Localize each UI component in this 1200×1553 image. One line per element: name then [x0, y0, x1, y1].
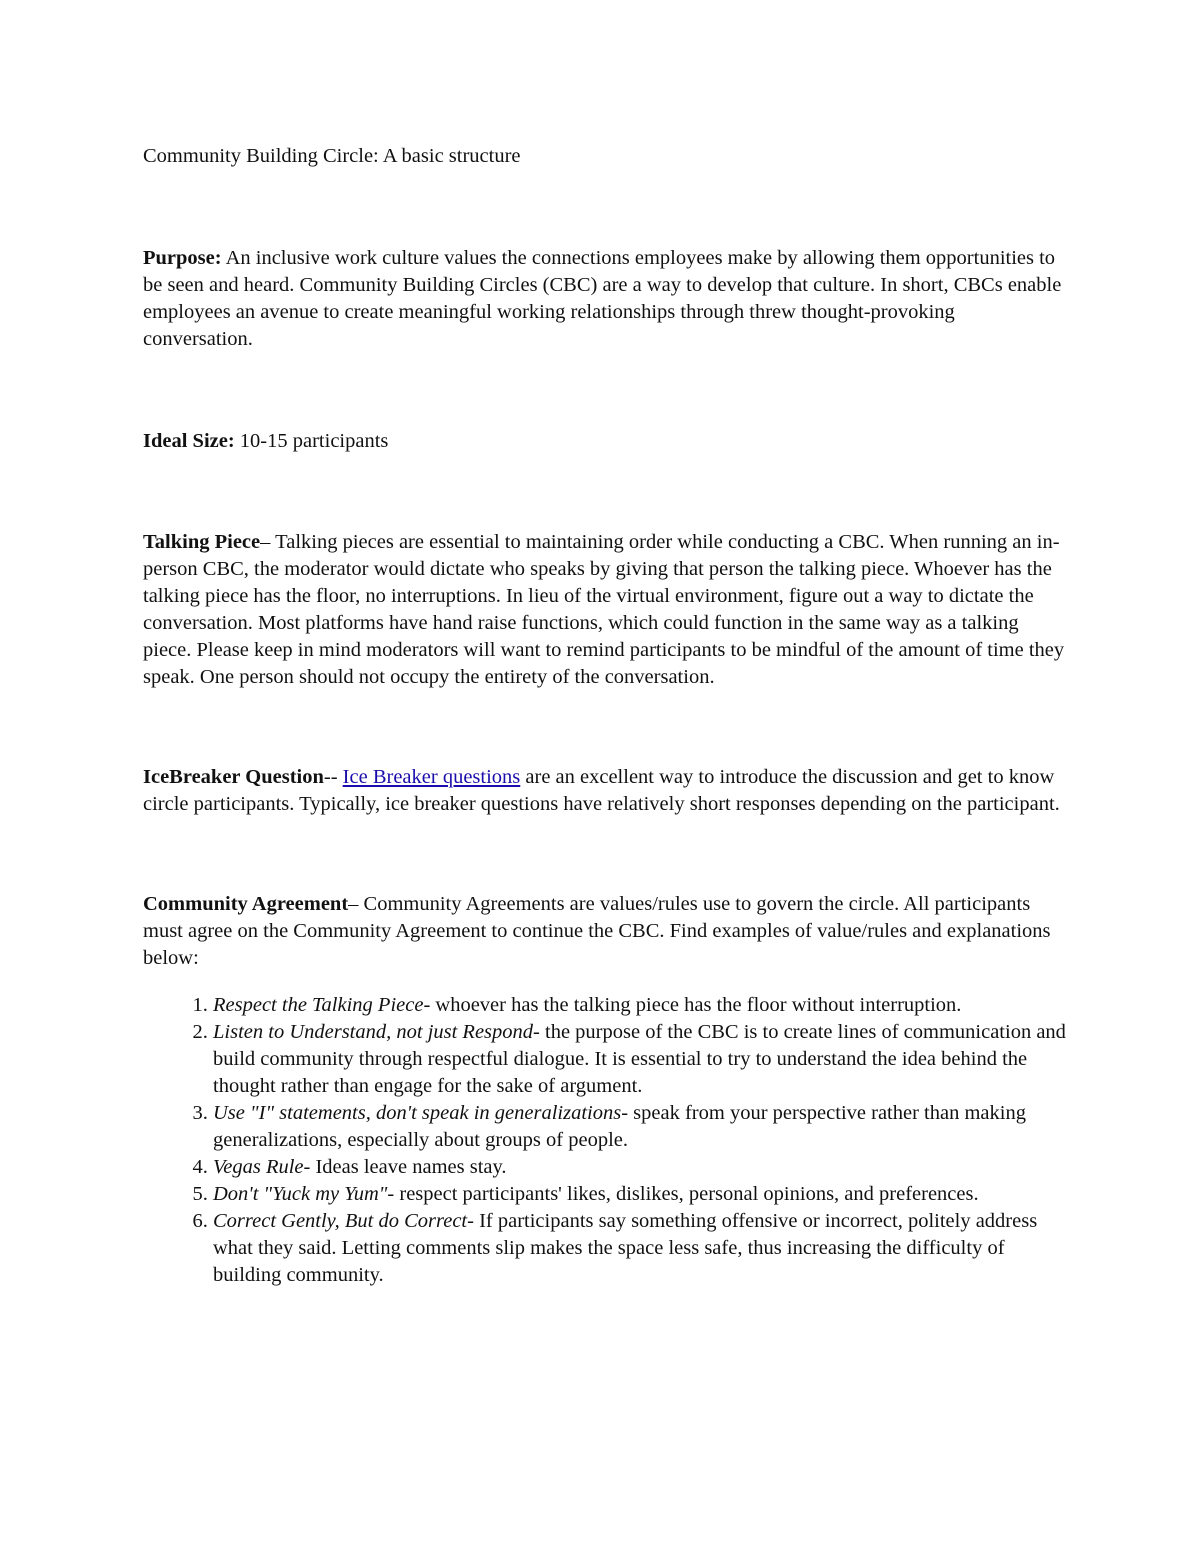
talking-piece-text: Talking pieces are essential to maintaining order while conducting a CBC. When running an in-person CBC, the moderator would dictate who speaks by giving that person the talking piece. Whoever has the talking piece has the floor, no interruptions. In lieu of the virtual environment, figure out a way to dictate the conversation. Most platforms have hand raise functions, which could function in the same way as a talking piece. Please keep in mind moderators will want to remind participants to be mindful of the amount of time they speak. One person should not occupy the entirety of the conversation.	[143, 531, 1065, 688]
community-agreement-list	[143, 992, 1068, 1289]
rule-explanation: - the purpose of the CBC is to create lines of communication and build community through respectful dialogue. It is essential to try to understand the idea behind the thought rather than engage for the sake of argument.	[213, 1021, 1066, 1097]
list-item	[213, 1181, 1068, 1208]
talking-piece-dash: –	[260, 531, 276, 553]
icebreaker-text: are an excellent way to introduce the discussion and get to know circle participants. Typically, ice breaker questions have relatively short responses depending on the participant.	[143, 766, 1060, 815]
rule-explanation: - respect participants' likes, dislikes, personal opinions, and preferences.	[387, 1183, 979, 1205]
icebreaker-label: IceBreaker Question	[143, 766, 324, 788]
document-body	[143, 143, 1068, 1289]
rule-explanation: - speak from your perspective rather than making generalizations, especially about groups of people.	[213, 1102, 1026, 1151]
list-item	[213, 1154, 1068, 1181]
list-item	[213, 1100, 1068, 1154]
ideal-size-text: 10-15 participants	[234, 430, 389, 452]
rule-title: Respect the Talking Piece	[213, 994, 424, 1016]
talking-piece-paragraph	[143, 529, 1068, 691]
community-agreement-dash: –	[348, 893, 364, 915]
document-title: Community Building Circle: A basic structure	[143, 145, 521, 167]
ideal-size-paragraph	[143, 428, 1068, 455]
icebreaker-paragraph	[143, 764, 1068, 818]
purpose-text: An inclusive work culture values the connections employees make by allowing them opportunities to be seen and heard. Community Building Circles (CBC) are a way to develop that culture. In short, CBCs enable employees an avenue to create meaningful working relationships through threw thought-provoking conversation.	[143, 247, 1062, 350]
community-agreement-text: Community Agreements are values/rules use to govern the circle. All participants must agree on the Community Agreement to continue the CBC. Find examples of value/rules and explanations below:	[143, 893, 1051, 969]
talking-piece-label: Talking Piece	[143, 531, 261, 553]
rule-title: Don't "Yuck my Yum"	[213, 1183, 388, 1205]
list-item	[213, 1019, 1068, 1100]
purpose-label: Purpose:	[143, 247, 222, 269]
rule-title: Listen to Understand, not just Respond	[213, 1021, 534, 1043]
rule-title: Use "I" statements, don't speak in generalizations	[213, 1102, 622, 1124]
rule-explanation: - If participants say something offensive or incorrect, politely address what they said. Letting comments slip makes the space less safe, thus increasing the difficulty of building community.	[213, 1210, 1038, 1286]
community-agreement-label: Community Agreement	[143, 893, 349, 915]
rule-explanation: - whoever has the talking piece has the floor without interruption.	[423, 994, 962, 1016]
list-item	[213, 1208, 1068, 1289]
icebreaker-dash: --	[323, 766, 343, 788]
rule-explanation: - Ideas leave names stay.	[303, 1156, 507, 1178]
purpose-paragraph	[143, 245, 1068, 353]
ideal-size-label: Ideal Size:	[143, 430, 235, 452]
rule-title: Correct Gently, But do Correct	[213, 1210, 468, 1232]
community-agreement-paragraph	[143, 891, 1068, 972]
rule-title: Vegas Rule	[213, 1156, 304, 1178]
icebreaker-questions-link[interactable]: Ice Breaker questions	[342, 766, 521, 788]
list-item	[213, 992, 1068, 1019]
